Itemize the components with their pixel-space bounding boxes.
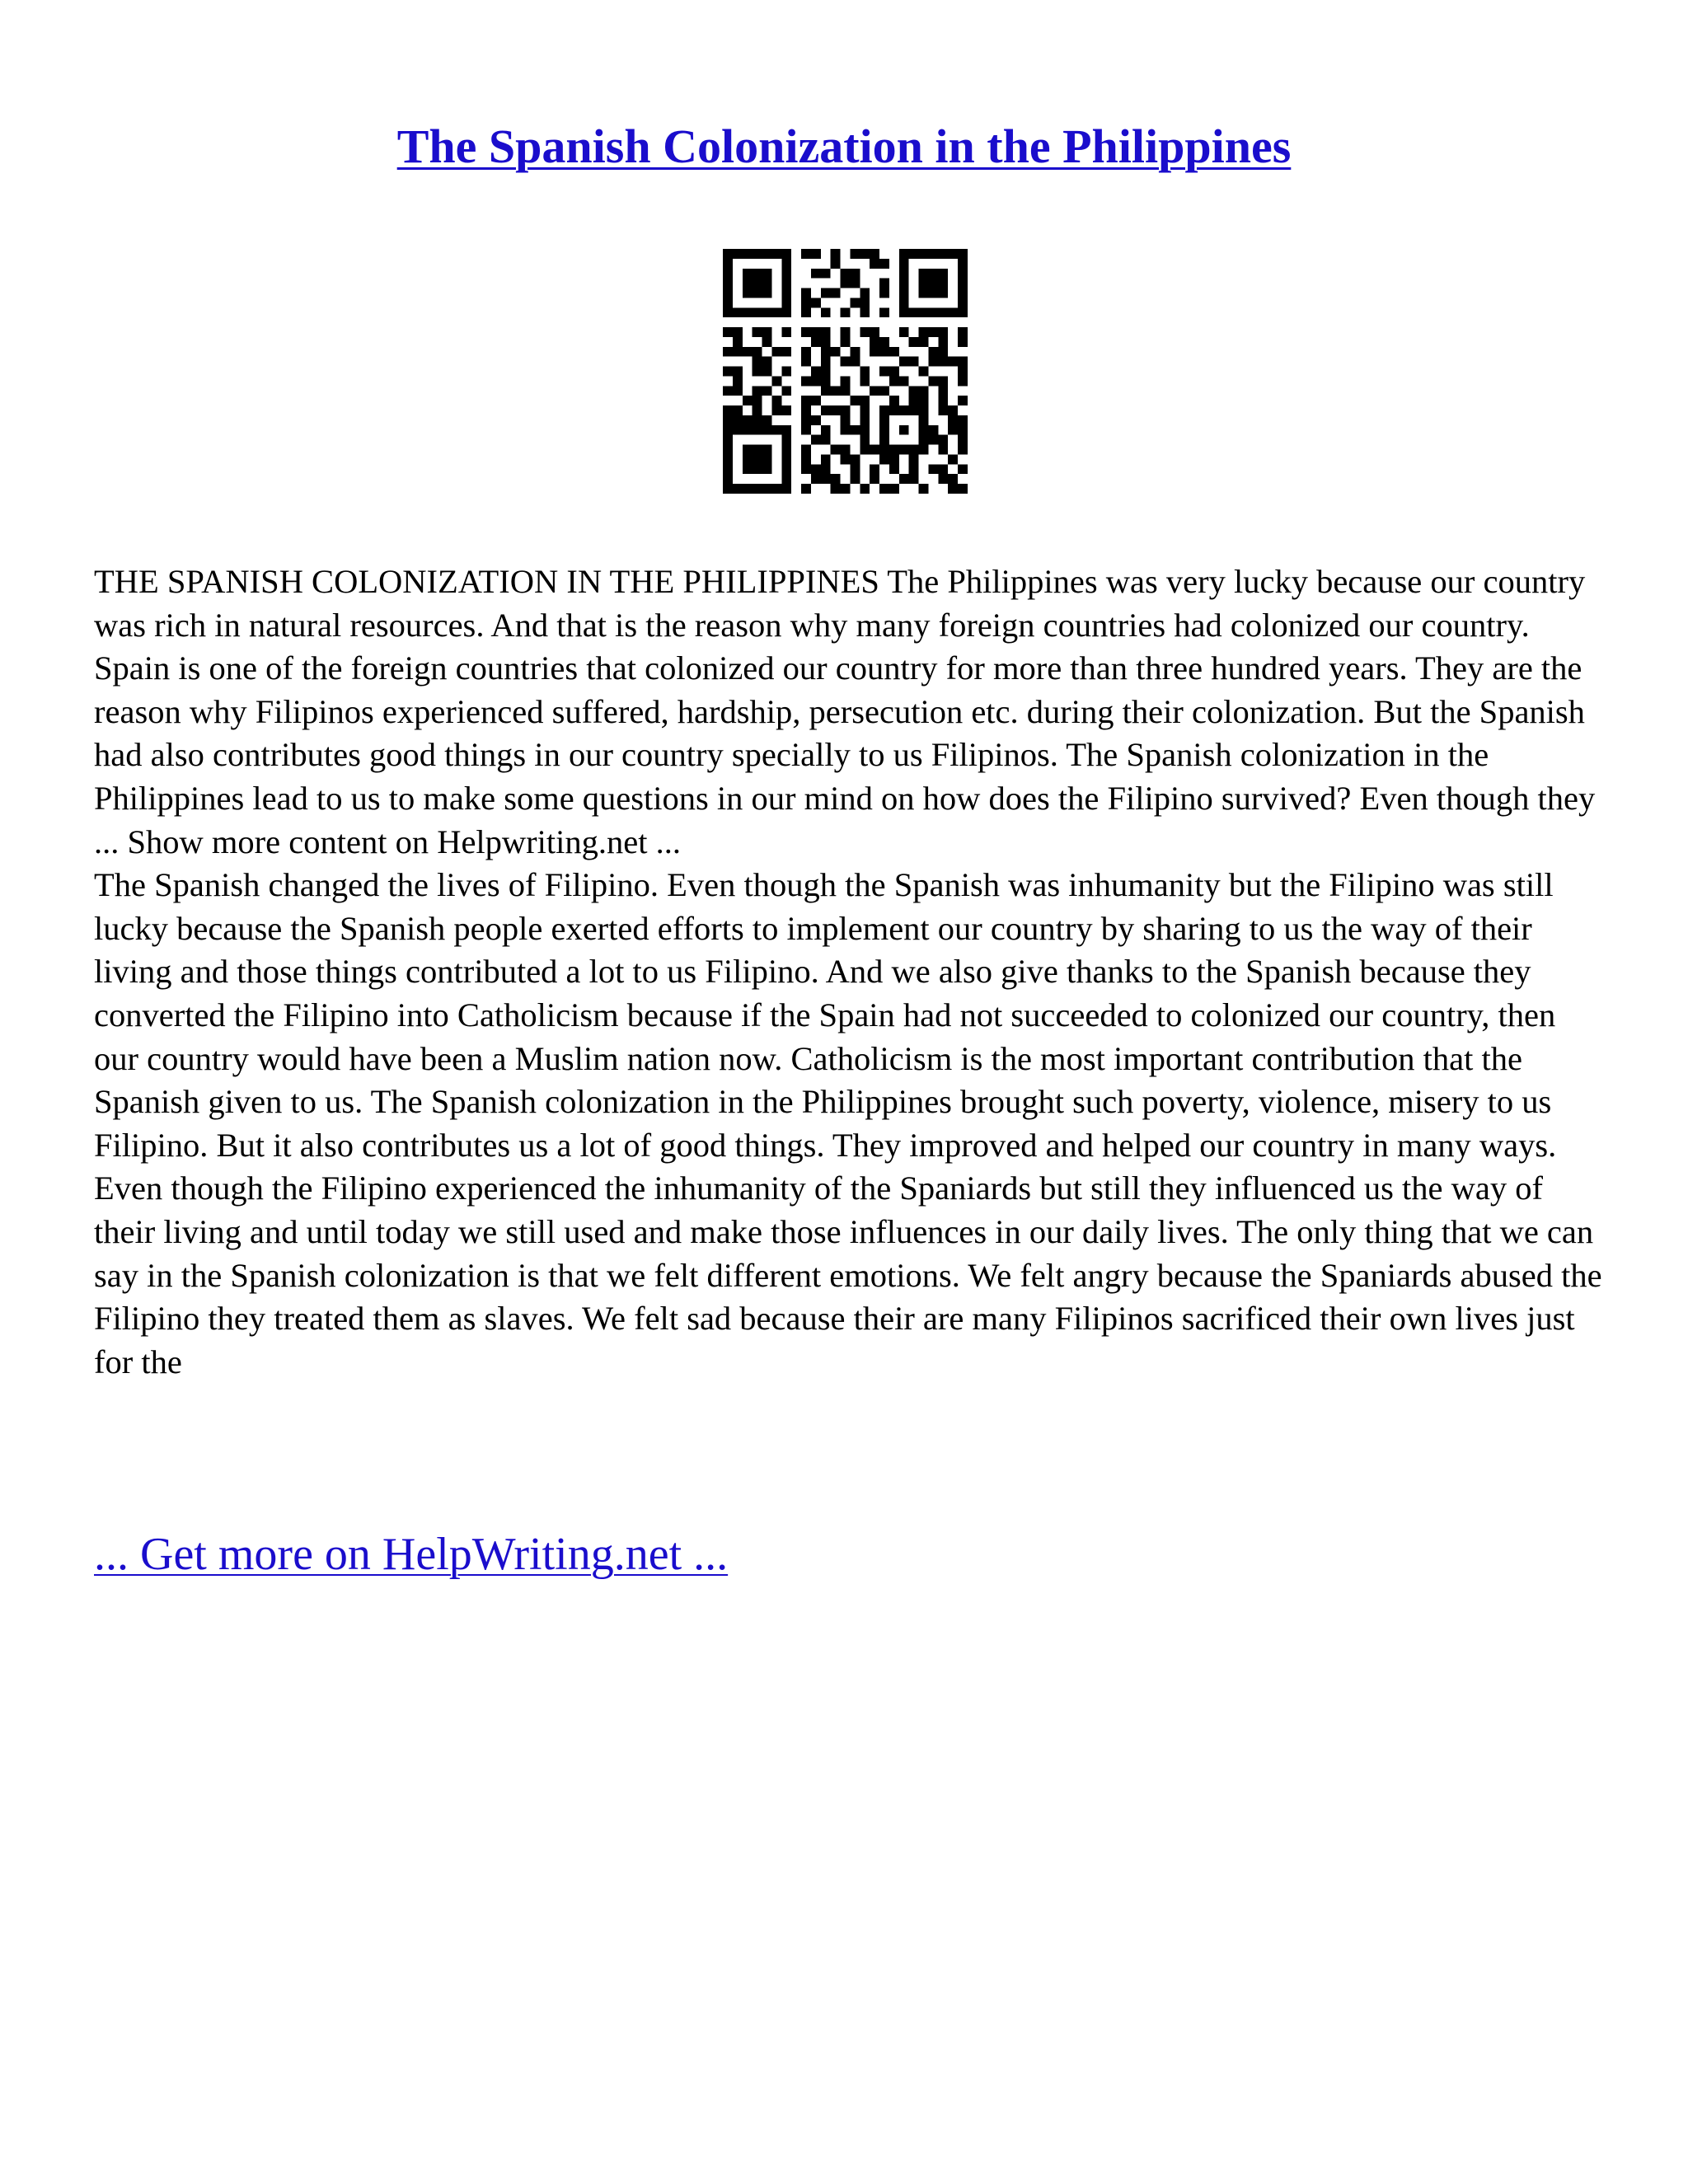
more-link-container	[94, 1523, 728, 1586]
get-more-link[interactable]: ... Get more on HelpWriting.net ...	[94, 1529, 729, 1580]
page-title	[0, 114, 1688, 180]
article-body	[94, 560, 1604, 1384]
paragraph-1: THE SPANISH COLONIZATION IN THE PHILIPPINES The Philippines was very lucky because our country was rich in natural resources. And that is the reason why many foreign countries had colonized our country. Spain is one of the foreign countries that colonized our country for more than three hundred years. They are the reason why Filipinos experienced suffered, hardship, persecution etc. during their colonization. But the Spanish had also contributes good things in our country specially to us Filipinos. The Spanish colonization in the Philippines lead to us to make some questions in our mind on how does the Filipino survived? Even though they ... Show more content on Helpwriting.net ...	[94, 563, 1596, 860]
paragraph-2: The Spanish changed the lives of Filipino. Even though the Spanish was inhumanity but the Filipino was still lucky because the Spanish people exerted efforts to implement our country by sharing to us the way of their living and those things contributed a lot to us Filipino. And we also give thanks to the Spanish because they converted the Filipino into Catholicism because if the Spain had not succeeded to colonized our country, then our country would have been a Muslim nation now. Catholicism is the most important contribution that the Spanish given to us. The Spanish colonization in the Philippines brought such poverty, violence, misery to us Filipino. But it also contributes us a lot of good things. They improved and helped our country in many ways. Even though the Filipino experienced the inhumanity of the Spaniards but still they influenced us the way of their living and until today we still used and make those influences in our daily lives. The only thing that we can say in the Spanish colonization is that we felt different emotions. We felt angry because the Spaniards abused the Filipino they treated them as slaves. We felt sad because their are many Filipinos sacrificed their own lives just for the	[94, 866, 1602, 1380]
qr-code-icon	[723, 249, 968, 494]
title-link[interactable]: The Spanish Colonization in the Philippines	[396, 120, 1292, 173]
